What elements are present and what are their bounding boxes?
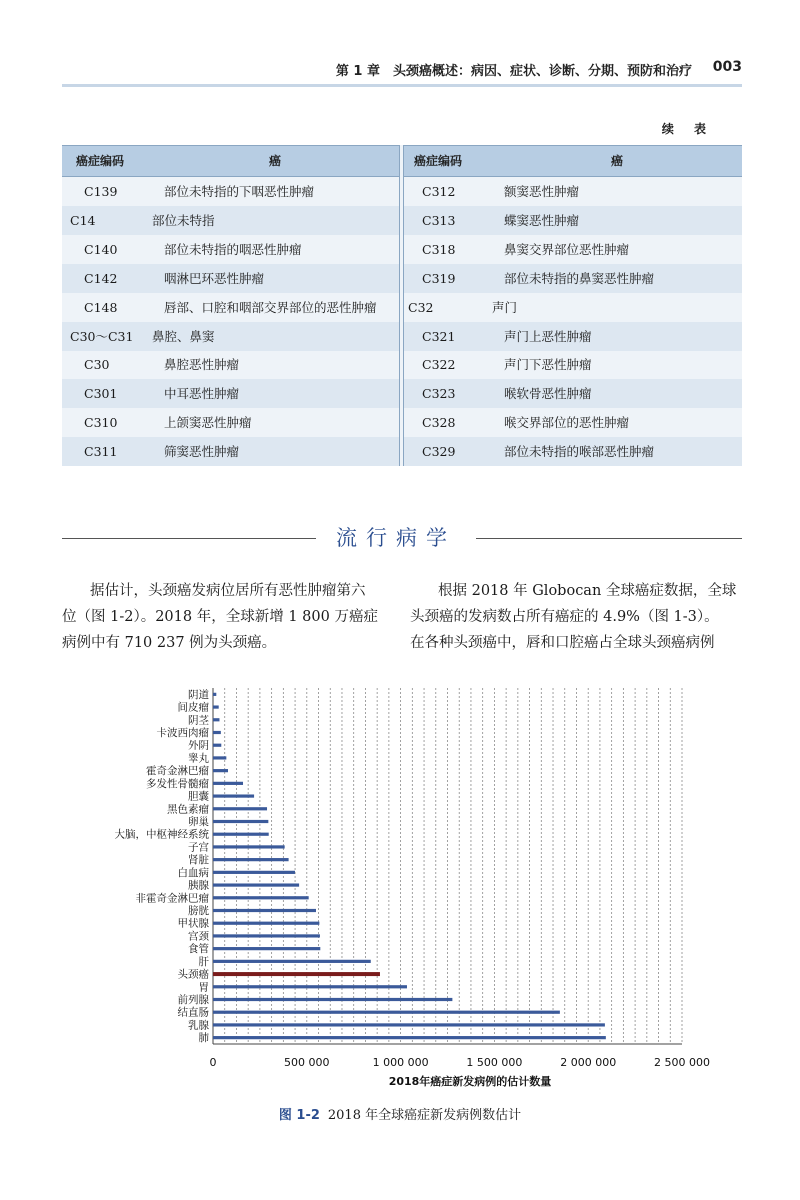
- bar: [213, 934, 320, 937]
- x-tick-label: 1 500 000: [466, 1056, 523, 1069]
- category-label: 前列腺: [177, 994, 209, 1006]
- table-cell-name: 鼻腔、鼻窦: [152, 328, 215, 344]
- section-rule-left: [62, 538, 316, 539]
- table-cell-name: 部位未特指: [152, 212, 215, 228]
- table-cell-code: C32: [408, 299, 434, 315]
- x-tick-label: 2 500 000: [654, 1056, 710, 1069]
- table-cell-name: 声门: [492, 299, 518, 315]
- category-label: 白血病: [177, 866, 209, 879]
- bar: [213, 858, 289, 861]
- bar: [213, 998, 452, 1001]
- table-cell-name: 额窦恶性肿瘤: [504, 184, 580, 199]
- table-cell-name: 中耳恶性肿瘤: [164, 386, 240, 402]
- bar: [213, 769, 228, 772]
- table-cell-name: 部位未特指的咽恶性肿瘤: [164, 241, 302, 257]
- header-rule: [62, 84, 742, 87]
- table-cell-name: 声门下恶性肿瘤: [504, 357, 592, 373]
- bar: [213, 794, 254, 797]
- category-label: 卵巢: [188, 816, 209, 828]
- table-cell-code: C311: [84, 444, 118, 460]
- table-cell-code: C30～C31: [70, 328, 134, 344]
- figure-caption: [0, 1104, 800, 1123]
- table-cell-name: 喉软骨恶性肿瘤: [504, 386, 592, 402]
- figure-caption-text: 2018 年全球癌症新发病例数估计: [327, 1108, 522, 1123]
- text-line: 根据 2018 年 Globocan 全球癌症数据，全球: [438, 583, 737, 599]
- bar: [213, 731, 221, 734]
- category-label: 肺: [198, 1032, 209, 1045]
- bar: [213, 756, 226, 759]
- table-cell-code: C30: [84, 357, 110, 373]
- category-label: 大脑，中枢神经系统: [114, 828, 209, 841]
- category-label: 黑色素瘤: [167, 803, 209, 816]
- text-line: 据估计，头颈癌发病位居所有恶性肿瘤第六: [90, 583, 366, 599]
- bar: [213, 947, 320, 950]
- table-cell-code: C148: [84, 299, 118, 315]
- category-label: 阴道: [188, 688, 209, 701]
- bar: [213, 896, 309, 899]
- table-cell-name: 咽淋巴环恶性肿瘤: [164, 270, 265, 286]
- bar: [213, 833, 269, 836]
- col-header-name-right: 癌: [611, 154, 624, 168]
- bar: [213, 718, 219, 721]
- category-label: 胃: [198, 981, 209, 994]
- table-cell-code: C312: [422, 184, 456, 199]
- category-label: 非霍奇金淋巴瘤: [135, 892, 209, 905]
- table-column-separator: [399, 145, 404, 466]
- x-tick-label: 500 000: [284, 1056, 330, 1069]
- category-label: 卡波西肉瘤: [156, 727, 209, 739]
- paragraph-left: [62, 578, 392, 656]
- category-label: 睾丸: [188, 752, 209, 765]
- category-label: 肾脏: [188, 854, 209, 867]
- category-label: 霍奇金淋巴瘤: [146, 765, 209, 778]
- category-label: 肝: [198, 955, 209, 968]
- category-label: 多发性骨髓瘤: [146, 777, 209, 790]
- table-cell-name: 唇部、口腔和咽部交界部位的恶性肿瘤: [164, 299, 377, 315]
- col-header-code-right: 癌症编码: [414, 154, 463, 168]
- category-label: 结直肠: [177, 1006, 209, 1019]
- table-cell-name: 筛窦恶性肿瘤: [164, 444, 240, 460]
- section-title: 流行病学: [336, 526, 456, 550]
- x-tick-label: 2 000 000: [560, 1056, 617, 1069]
- bar: [213, 1011, 560, 1014]
- bar: [213, 883, 299, 886]
- table-cell-code: C139: [84, 184, 118, 199]
- category-label: 胰腺: [188, 879, 209, 892]
- table-cell-name: 鼻窦交界部位恶性肿瘤: [504, 241, 630, 257]
- section-rule-right: [476, 538, 742, 539]
- table-cell-code: C142: [84, 270, 118, 286]
- table-cell-code: C321: [422, 328, 456, 344]
- table-cell-code: C323: [422, 386, 456, 402]
- icd-code-table: [62, 145, 742, 466]
- bar: [213, 1023, 605, 1026]
- category-label: 外阴: [188, 739, 209, 752]
- x-axis-label: 2018年癌症新发病例的估计数量: [388, 1075, 552, 1088]
- table-cell-code: C318: [422, 241, 456, 257]
- bar: [213, 693, 216, 696]
- category-label: 膀胱: [188, 905, 209, 917]
- x-tick-label: 1 000 000: [372, 1056, 429, 1069]
- table-cell-name: 上颌窦恶性肿瘤: [164, 415, 252, 431]
- bar: [213, 782, 243, 785]
- table-cell-code: C310: [84, 415, 118, 431]
- bar: [213, 960, 371, 963]
- table-cell-code: C313: [422, 212, 456, 228]
- category-label: 食管: [188, 943, 209, 956]
- category-label: 间皮瘤: [177, 701, 209, 714]
- paragraph-right: [410, 578, 750, 656]
- bar: [213, 1036, 606, 1039]
- table-cell-code: C14: [70, 212, 96, 228]
- text-line: 病例中有 710 237 例为头颈癌。: [62, 635, 277, 651]
- category-label: 阴茎: [188, 714, 209, 727]
- category-label: 乳腺: [188, 1019, 209, 1032]
- col-header-code-left: 癌症编码: [76, 154, 125, 168]
- table-cell-code: C301: [84, 386, 118, 402]
- cancer-incidence-bar-chart: [0, 680, 800, 1100]
- bar: [213, 820, 268, 823]
- table-cell-code: C328: [422, 415, 456, 431]
- table-cell-code: C322: [422, 357, 456, 373]
- category-label: 甲状腺: [177, 917, 209, 930]
- table-cell-name: 蝶窦恶性肿瘤: [504, 212, 580, 228]
- bar: [213, 845, 285, 848]
- bar-highlight-head-neck: [213, 972, 380, 976]
- text-line: 头颈癌的发病数占所有癌症的 4.9%（图 1-3）。: [410, 609, 719, 625]
- text-line: 在各种头颈癌中，唇和口腔癌占全球头颈癌病例: [410, 635, 715, 651]
- category-label: 胆囊: [188, 790, 209, 803]
- table-cell-code: C140: [84, 241, 118, 257]
- bar: [213, 871, 295, 874]
- table-cell-code: C319: [422, 270, 456, 286]
- category-label: 头颈癌: [177, 968, 209, 981]
- category-label: 子宫: [188, 841, 209, 854]
- bar: [213, 909, 316, 912]
- table-cell-code: C329: [422, 444, 456, 460]
- table-continued-label: 续 表: [661, 122, 714, 136]
- table-cell-name: 鼻腔恶性肿瘤: [164, 357, 240, 373]
- bar: [213, 807, 267, 810]
- category-label: 宫颈: [188, 930, 209, 943]
- table-cell-name: 部位未特指的鼻窦恶性肿瘤: [504, 270, 655, 286]
- bar: [213, 705, 219, 708]
- figure-label: 图 1-2: [278, 1108, 320, 1123]
- text-line: 位（图 1-2）。2018 年，全球新增 1 800 万癌症: [62, 609, 378, 625]
- bar: [213, 985, 407, 988]
- table-cell-name: 部位未特指的喉部恶性肿瘤: [504, 444, 655, 460]
- running-header-title: 第 1 章 头颈癌概述：病因、症状、诊断、分期、预防和治疗: [335, 64, 692, 79]
- table-cell-name: 喉交界部位的恶性肿瘤: [504, 415, 630, 431]
- page-number: 003: [712, 59, 742, 75]
- col-header-name-left: 癌: [269, 154, 282, 168]
- x-tick-label: 0: [209, 1056, 217, 1069]
- table-cell-name: 部位未特指的下咽恶性肿瘤: [164, 184, 315, 199]
- bar: [213, 744, 221, 747]
- bar: [213, 922, 319, 925]
- table-cell-name: 声门上恶性肿瘤: [504, 328, 592, 344]
